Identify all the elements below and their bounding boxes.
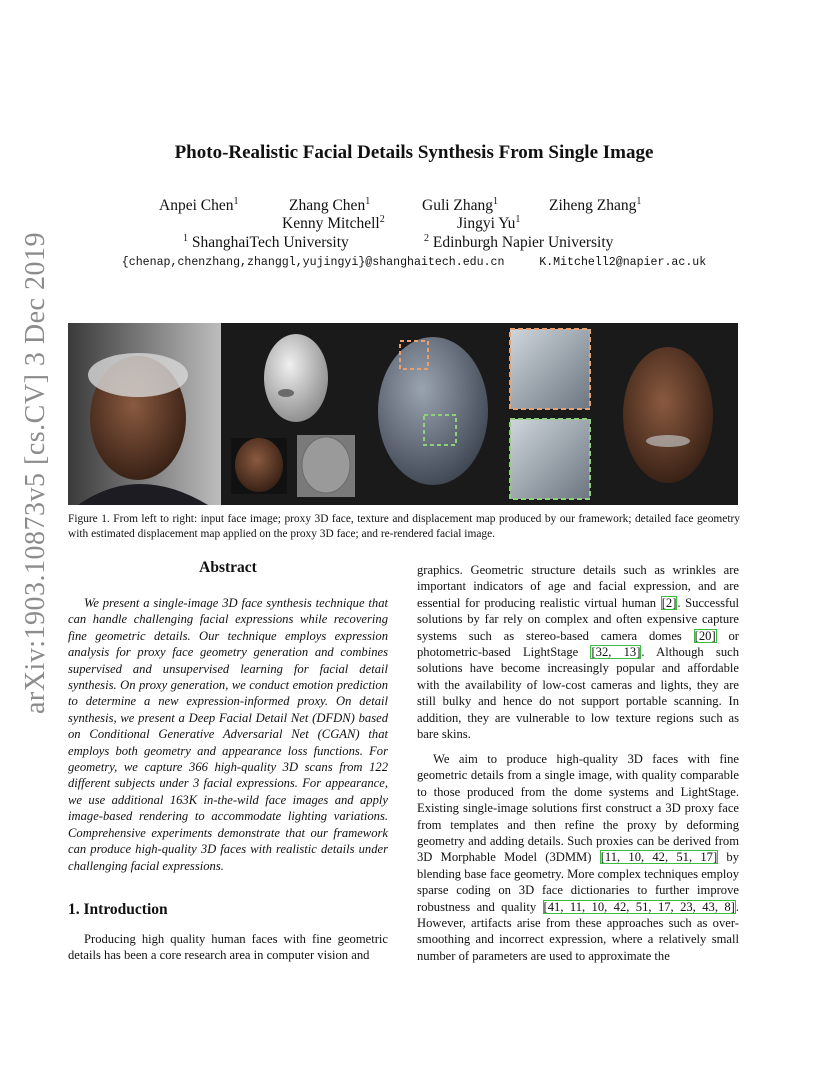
figure-caption: Figure 1. From left to right: input face image; proxy 3D face, texture and displacement map produced by our framework; detailed face geometry with estimated displacement map applied on the proxy 3D face; and re-rendered facial image. [68,513,740,540]
author: Guli Zhang$^1$ [422,196,499,215]
arxiv-stamp: arXiv:1903.10873v5 [cs.CV] 3 Dec 2019 [20,232,51,714]
figure-1 [68,323,738,505]
affiliation: $^2$ Edinburgh Napier University [424,233,614,252]
proxy-face [264,334,328,422]
text-run: graphics. Geometric structure details such as wrinkles are important indicators of age and facial expression, and are essential for producing realistic virtual human [417,563,739,610]
citation-link[interactable]: [11, 10, 42, 51, 17] [600,850,718,865]
author-emails: {chenap,chenzhang,zhanggl,yujingyi}@shanghaitech.edu.cn K.Mitchell2@napier.ac.uk [121,256,707,269]
rerendered-face [623,347,713,483]
body-paragraph [417,562,739,742]
text-run: . Successful solutions by far rely on complex and often expensive capture systems such as stereo-based camera domes [417,595,739,643]
paper-title: Photo-Realistic Facial Details Synthesis From Single Image [174,142,654,163]
affiliation: $^1$ ShanghaiTech University [183,233,349,252]
author: Kenny Mitchell$^2$ [282,214,385,233]
texture-map [235,438,283,492]
intro-paragraph: Producing high quality human faces with fine geometric details has been a core research area in computer vision and [68,932,388,963]
author: Zhang Chen$^1$ [289,196,371,215]
author: Jingyi Yu$^1$ [457,214,521,233]
detailed-geometry [378,337,488,485]
citation-link[interactable]: [32, 13] [591,645,641,660]
citation-link[interactable]: [20] [694,628,716,643]
zoom-crop-forehead [510,329,590,409]
body-paragraph [417,751,739,964]
text-run: by blending base face geometry. More complex techniques employ sparse coding on 3D face dictionaries to further improve robustness and quality [417,850,739,914]
abstract-text: We present a single-image 3D face synthesis technique that can handle challenging facial expressions while recovering fine geometric details. Our technique employs expression analysis for proxy face geometry generation and combines supervised and unsupervised learning for facial detail synthesis. On proxy generation, we conduct emotion prediction to determine a new expression-informed proxy. On detail synthesis, we present a Deep Facial Detail Net (DFDN) based on Conditional Generative Adversarial Net (CGAN) that employs both geometry and appearance loss functions. For geometry, we capture 366 high-quality 3D scans from 122 different subjects under 3 facial expressions. For appearance, we use additional 163K in-the-wild face images and apply image-based rendering to accommodate lighting variations. Comprehensive experiments demonstrate that our framework can produce high-quality 3D faces with realistic details under challenging facial expressions. [68,596,388,873]
zoom-crop-cheek [510,419,590,499]
text-run: We aim to produce high-quality 3D faces with fine geometric details from a single image, with quality comparable to those produced from the dome systems and LightStage. Existing single-image solutions first construct a 3D proxy face from templates and then refine the proxy by deforming geometry and adding details. Such proxies can be derived from 3D Morphable Model (3DMM) [417,752,739,865]
text-run: . Although such solutions have become increasingly popular and affordable with the availability of low-cost cameras and lights, they are still bulky and hence do not support portable scanning. In addition, they are vulnerable to low texture regions such as bare skins. [417,645,739,742]
section-heading: 1. Introduction [68,901,168,918]
abstract-heading: Abstract [199,559,257,576]
figure-1-image [68,323,738,505]
text-run: or photometric-based LightStage [417,628,739,660]
citation-link[interactable]: [41, 11, 10, 42, 51, 17, 23, 43, 8] [543,899,735,914]
author: Ziheng Zhang$^1$ [549,196,642,215]
text-run: . However, artifacts arise from these approaches such as over-smoothing and incorrect expression, where a relatively small number of parameters are used to approximate the [417,899,740,963]
citation-link[interactable]: [2] [661,595,677,610]
author: Anpei Chen$^1$ [159,196,239,215]
